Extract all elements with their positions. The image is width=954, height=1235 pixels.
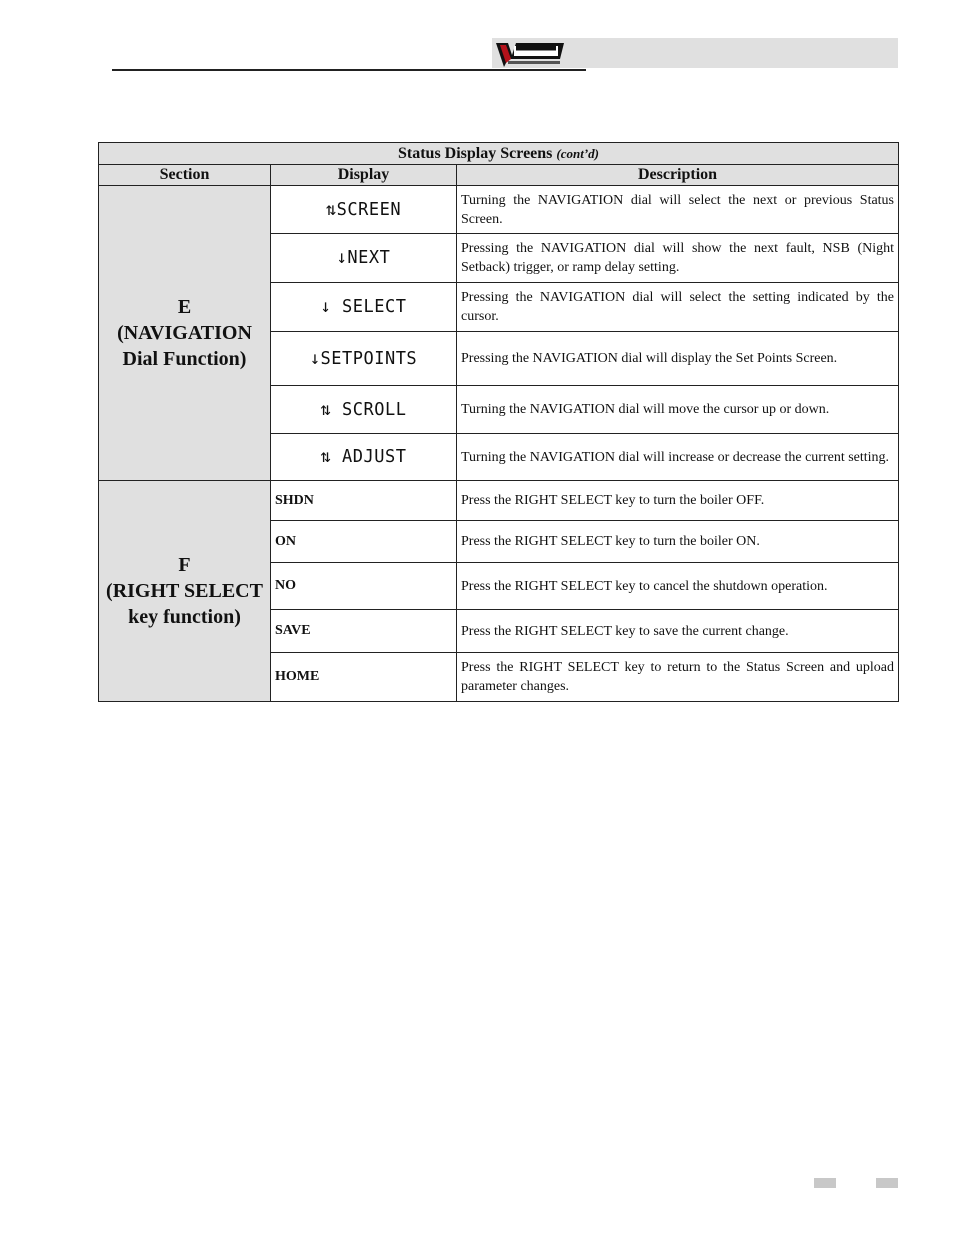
section-letter: E: [177, 296, 192, 318]
col-header-display: Display: [271, 165, 457, 186]
display-label: ON: [271, 521, 457, 563]
description-cell: Pressing the NAVIGATION dial will show the next fault, NSB (Night Setback) trigger, or ramp delay setting.: [457, 234, 899, 283]
lcd-display-text: ⇅SCREEN: [325, 199, 402, 220]
header-rule: [112, 69, 586, 71]
section-letter: F: [178, 554, 191, 576]
status-display-table: [98, 142, 899, 702]
knight-logo: [494, 39, 566, 69]
table-row: [99, 186, 899, 234]
col-header-section: Section: [99, 165, 271, 186]
col-header-description: Description: [457, 165, 899, 186]
table-row: [99, 481, 899, 521]
description-cell: Press the RIGHT SELECT key to save the current change.: [457, 610, 899, 653]
table-title: [99, 143, 899, 165]
lcd-display-text: ↓SETPOINTS: [309, 348, 418, 369]
display-label: NO: [271, 563, 457, 610]
display-label: SAVE: [271, 610, 457, 653]
description-cell: Press the RIGHT SELECT key to cancel the shutdown operation.: [457, 563, 899, 610]
section-cell-e: [99, 186, 271, 481]
description-cell: Press the RIGHT SELECT key to turn the boiler ON.: [457, 521, 899, 563]
footer-tab-left: [814, 1178, 836, 1188]
section-name-line2: key function): [128, 606, 241, 628]
section-name-line2: Dial Function): [122, 348, 247, 370]
lcd-display-text: ⇅ SCROLL: [320, 399, 407, 420]
description-cell: Turning the NAVIGATION dial will move the cursor up or down.: [457, 386, 899, 434]
display-label: SHDN: [271, 481, 457, 521]
description-cell: Press the RIGHT SELECT key to turn the boiler OFF.: [457, 481, 899, 521]
section-name-line1: (RIGHT SELECT: [106, 580, 263, 602]
section-cell-f: [99, 481, 271, 702]
description-cell: Pressing the NAVIGATION dial will select the setting indicated by the cursor.: [457, 283, 899, 332]
table-title-text: Status Display Screens: [398, 144, 553, 162]
lcd-display-text: ⇅ ADJUST: [320, 446, 407, 468]
lcd-display-text: ↓NEXT: [336, 247, 391, 269]
footer-tab-right: [876, 1178, 898, 1188]
description-cell: Press the RIGHT SELECT key to return to the Status Screen and upload parameter changes.: [457, 653, 899, 702]
section-name-line1: (NAVIGATION: [117, 322, 252, 344]
table-title-suffix: (cont’d): [556, 145, 599, 161]
description-cell: Turning the NAVIGATION dial will increase or decrease the current setting.: [457, 434, 899, 481]
description-cell: Turning the NAVIGATION dial will select the next or previous Status Screen.: [457, 186, 899, 234]
lcd-display-text: ↓ SELECT: [320, 296, 407, 318]
description-cell: Pressing the NAVIGATION dial will display the Set Points Screen.: [457, 332, 899, 386]
display-label: HOME: [271, 653, 457, 702]
